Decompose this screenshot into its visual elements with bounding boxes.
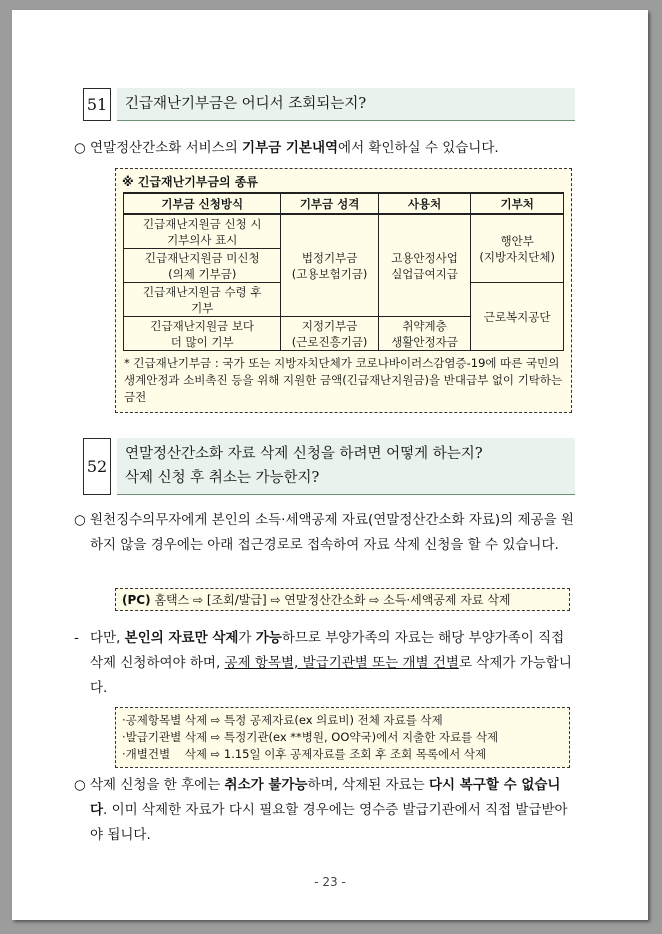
q51-answer: ○ 연말정산간소화 서비스의 기부금 기본내역에서 확인하실 수 있습니다.: [90, 136, 575, 160]
question-title: 연말정산간소화 자료 삭제 신청을 하려면 어떻게 하는지? 삭제 신청 후 취소는 가능한지?: [117, 438, 575, 495]
delete-unit-item: ·개별건별 삭제 ⇨ 1.15일 이후 공제자료를 조회 후 조회 목록에서 삭제: [122, 747, 487, 761]
footnote: * 긴급재난기부금 : 국가 또는 지방자치단체가 코로나바이러스감염증-19에 따른 국민의 생계안정과 소비촉진 등을 위해 지원한 금액(긴급재난지원금)을 반대급부 없이 기탁하는 금전: [124, 356, 563, 404]
table-cell: 지정기부금 (근로진흥기금): [281, 317, 378, 351]
table-header: 기부처: [471, 193, 564, 214]
bullet: ○: [74, 777, 86, 793]
table-cell: 긴급재난지원금 미신청 (의제 기부금): [124, 249, 281, 283]
table-header: 기부금 성격: [281, 193, 378, 214]
table-cell: 긴급재난지원금 수령 후 기부: [124, 283, 281, 317]
table-cell: 근로복지공단: [471, 283, 564, 351]
donation-types-table: [123, 192, 564, 351]
page-number: - 23 -: [314, 875, 346, 889]
dash: -: [74, 630, 79, 646]
document-page: [12, 10, 648, 920]
question-52-header: [83, 438, 575, 495]
delete-units-box: [115, 707, 570, 768]
question-51-header: [83, 88, 575, 121]
table-header: 사용처: [378, 193, 471, 214]
question-title: 긴급재난기부금은 어디서 조회되는지?: [117, 88, 575, 121]
q52-answer-3: ○ 삭제 신청을 한 후에는 취소가 불가능하며, 삭제된 자료는 다시 복구할 수 없습니다. 이미 삭제한 자료가 다시 필요할 경우에는 영수증 발급기관에서 직접 발급받아야 됩니다.: [90, 773, 575, 848]
bullet: ○: [74, 140, 86, 156]
table-cell: 법정기부금 (고용보험기금): [281, 214, 378, 317]
q52-answer-1: ○ 원천징수의무자에게 본인의 소득·세액공제 자료(연말정산간소화 자료)의 제공을 원하지 않을 경우에는 아래 접근경로로 접속하여 자료 삭제 신청을 할 수 있습니다.: [90, 508, 575, 558]
delete-unit-item: ·발급기관별 삭제 ⇨ 특정기관(ex **병원, OO약국)에서 지출한 자료를 삭제: [122, 730, 499, 744]
table-header: 기부금 신청방식: [124, 193, 281, 214]
table-cell: 행안부 (지방자치단체): [471, 214, 564, 283]
bullet: ○: [74, 512, 86, 528]
box-title: ※ 긴급재난기부금의 종류: [122, 175, 258, 189]
donation-types-box: [115, 168, 572, 413]
access-path-box: (PC) 홈택스 ⇨ [조회/발급] ⇨ 연말정산간소화 ⇨ 소득·세액공제 자료 삭제: [115, 588, 570, 611]
delete-unit-item: ·공제항목별 삭제 ⇨ 특정 공제자료(ex 의료비) 전체 자료를 삭제: [122, 713, 443, 727]
table-cell: 긴급재난지원금 신청 시 기부의사 표시: [124, 214, 281, 249]
table-cell: 고용안정사업 실업급여지급: [378, 214, 471, 317]
table-cell: 긴급재난지원금 보다 더 많이 기부: [124, 317, 281, 351]
table-cell: 취약계층 생활안정자금: [378, 317, 471, 351]
q52-answer-2: - 다만, 본인의 자료만 삭제가 가능하므로 부양가족의 자료는 해당 부양가족이 직접 삭제 신청하여야 하며, 공제 항목별, 발급기관별 또는 개별 건별로 삭제가 가능합니다.: [90, 626, 575, 701]
question-number: 51: [83, 88, 111, 121]
question-number: 52: [83, 438, 111, 495]
